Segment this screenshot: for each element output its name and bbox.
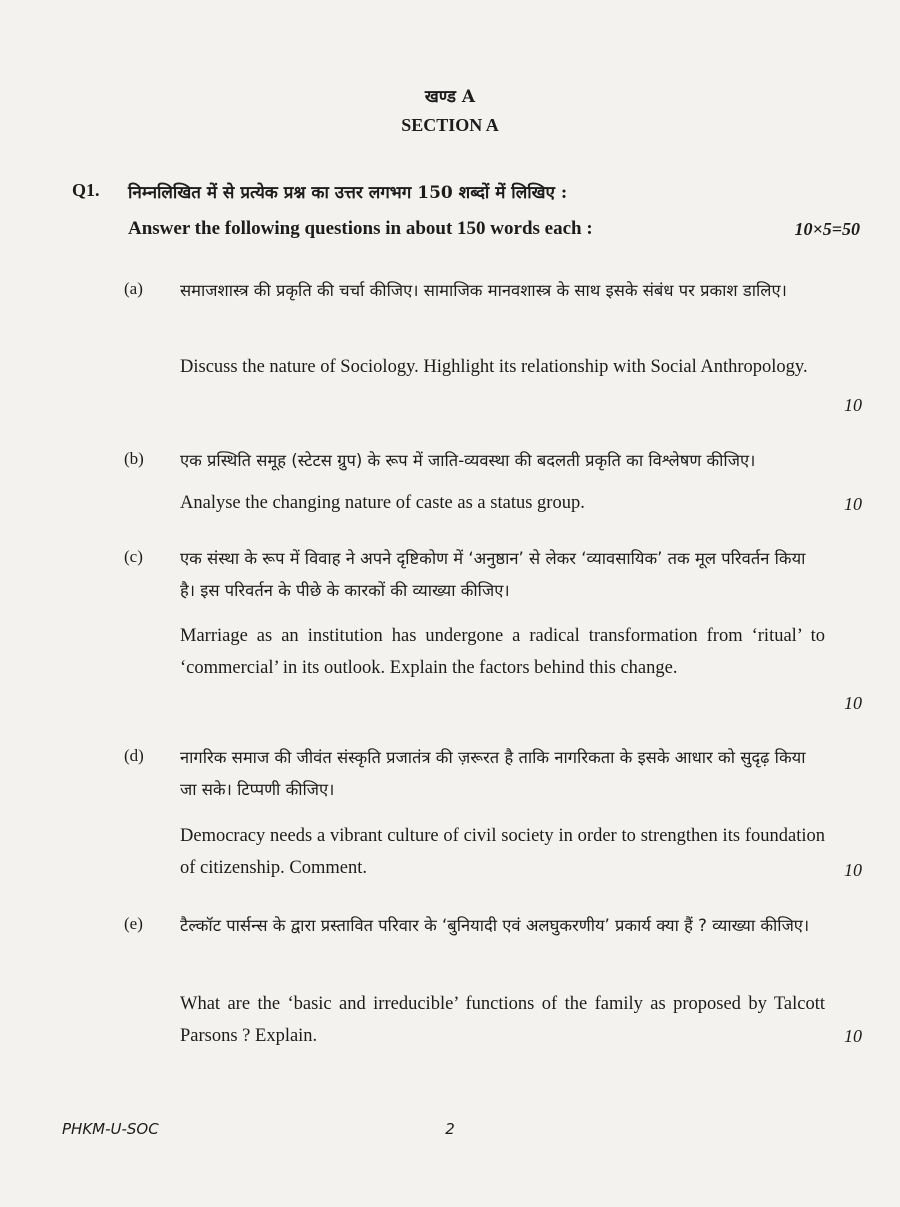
part-marks: 10 (844, 860, 862, 880)
part-text-hindi: टैल्कॉट पार्सन्स के द्वारा प्रस्तावित परिवार के ‘बुनियादी एवं अलघुकरणीय’ प्रकार्य क्या हैं ? व्याख्या कीजिए। (180, 916, 810, 935)
part-marks: 10 (844, 494, 862, 514)
part-marks: 10 (844, 395, 862, 415)
question-instruction-hindi: निम्नलिखित में से प्रत्येक प्रश्न का उत्तर लगभग 150 शब्दों में लिखिए : (128, 183, 568, 203)
part-text-english: Democracy needs a vibrant culture of civil society in order to strengthen its foundation of citizenship. Comment. (180, 826, 825, 878)
part-label: (e) (124, 914, 143, 933)
question-number: Q1. (72, 180, 100, 200)
part-text-hindi: एक संस्था के रूप में विवाह ने अपने दृष्टिकोण में ‘अनुष्ठान’ से लेकर ‘व्यावसायिक’ तक मूल परिवर्तन किया है। इस परिवर्तन के पीछे के कारकों की व्याख्या कीजिए। (180, 549, 806, 600)
part-text-hindi: नागरिक समाज की जीवंत संस्कृति प्रजातंत्र की ज़रूरत है ताकि नागरिकता के इसके आधार को सुदृढ़ किया जा सके। टिप्पणी कीजिए। (180, 748, 806, 799)
question-total-marks: 10×5=50 (794, 219, 860, 239)
part-label: (d) (124, 746, 144, 765)
part-text-english: Discuss the nature of Sociology. Highlight its relationship with Social Anthropology. (180, 357, 808, 377)
question-instruction-english: Answer the following questions in about 150 words each : (128, 218, 593, 239)
part-text-english: Analyse the changing nature of caste as a status group. (180, 493, 585, 513)
paper-code: PHKM-U-SOC (62, 1120, 159, 1138)
part-marks: 10 (844, 693, 862, 713)
page-number: 2 (445, 1120, 455, 1138)
part-text-hindi: एक प्रस्थिति समूह (स्टेटस ग्रुप) के रूप में जाति-व्यवस्था की बदलती प्रकृति का विश्लेषण कीजिए। (180, 451, 756, 470)
section-heading-english: SECTION A (401, 115, 499, 135)
part-text-english: Marriage as an institution has undergone a radical transformation from ‘ritual’ to ‘commercial’ in its outlook. Explain the factors behind this change. (180, 626, 825, 678)
part-text-english: What are the ‘basic and irreducible’ functions of the family as proposed by Talcott Parsons ? Explain. (180, 994, 825, 1046)
part-label: (a) (124, 279, 143, 298)
part-text-hindi: समाजशास्त्र की प्रकृति की चर्चा कीजिए। सामाजिक मानवशास्त्र के साथ इसके संबंध पर प्रकाश डालिए। (180, 281, 787, 300)
part-label: (b) (124, 449, 144, 468)
part-marks: 10 (844, 1026, 862, 1046)
part-label: (c) (124, 547, 143, 566)
section-heading-hindi: खण्ड A (424, 87, 476, 107)
